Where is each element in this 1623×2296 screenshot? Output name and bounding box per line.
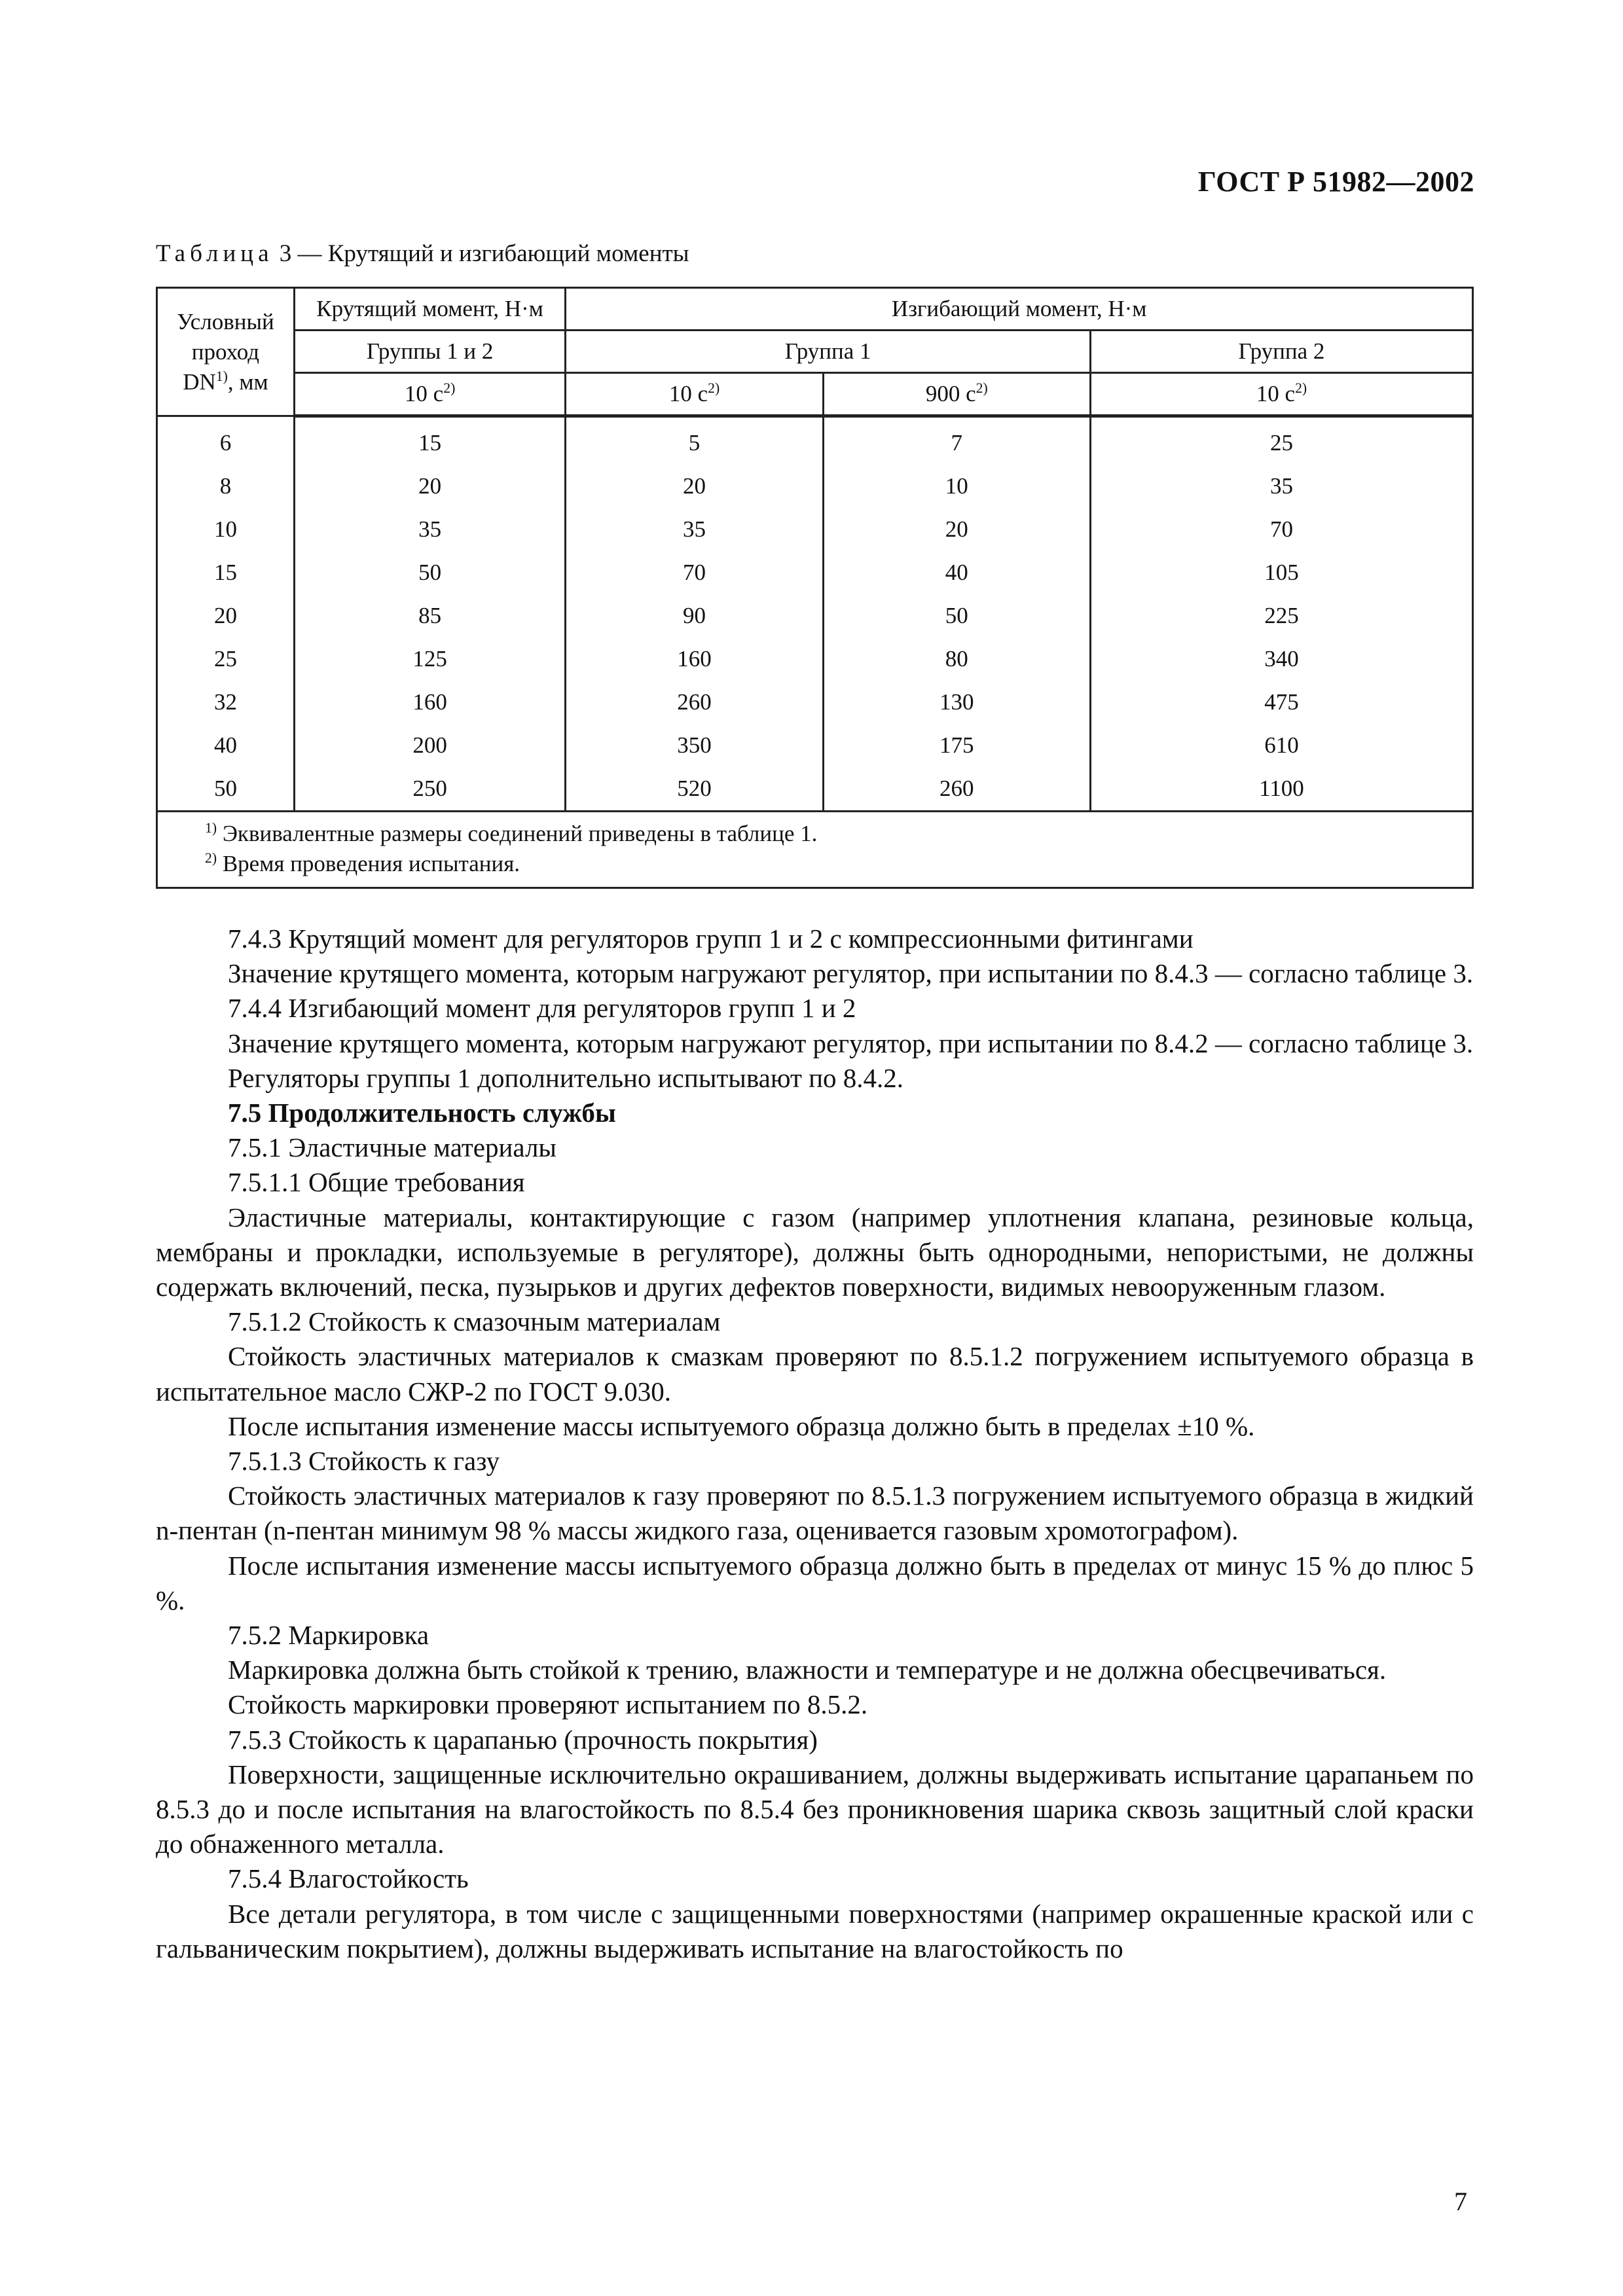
table-row bbox=[157, 637, 1473, 681]
cell-bending-g1-10s: 350 bbox=[566, 724, 823, 767]
header-time-footnote-mark: 2) bbox=[443, 380, 456, 396]
cell-dn: 25 bbox=[157, 637, 295, 681]
cell-dn: 20 bbox=[157, 594, 295, 637]
paragraph: Стойкость эластичных материалов к газу проверяют по 8.5.1.3 погружением испытуемого образца в жидкий n-пентан (n-пентан минимум 98 % массы жидкого газа, оценивается газовым хромотографом). bbox=[156, 1480, 1474, 1546]
cell-bending-g1-10s: 160 bbox=[566, 637, 823, 681]
section-heading: 7.4.3 Крутящий момент для регуляторов групп 1 и 2 с компрессионными фитингами bbox=[228, 924, 1194, 954]
header-time-footnote-mark: 2) bbox=[1295, 380, 1307, 396]
header-groups-1-2: Группы 1 и 2 bbox=[294, 331, 565, 373]
cell-torque: 125 bbox=[294, 637, 565, 681]
header-dn-footnote-mark: 1) bbox=[215, 368, 228, 384]
cell-bending-g2-10s: 475 bbox=[1090, 681, 1472, 724]
cell-bending-g1-900s: 175 bbox=[823, 724, 1090, 767]
table-row bbox=[157, 465, 1473, 508]
header-dn-unit: , мм bbox=[227, 368, 268, 395]
cell-bending-g2-10s: 105 bbox=[1090, 551, 1472, 594]
section-heading: 7.5.1.1 Общие требования bbox=[228, 1167, 525, 1198]
cell-bending-g2-10s: 35 bbox=[1090, 465, 1472, 508]
cell-dn: 6 bbox=[157, 416, 295, 465]
section-heading: 7.5.1.2 Стойкость к смазочным материалам bbox=[228, 1306, 721, 1337]
cell-bending-g1-10s: 260 bbox=[566, 681, 823, 724]
table-row bbox=[157, 416, 1473, 465]
footnote-text: Время проведения испытания. bbox=[217, 851, 520, 876]
header-group-2: Группа 2 bbox=[1090, 331, 1472, 373]
cell-bending-g1-10s: 35 bbox=[566, 508, 823, 551]
table-row bbox=[157, 724, 1473, 767]
cell-torque: 85 bbox=[294, 594, 565, 637]
header-time-10s-torque bbox=[294, 373, 565, 416]
header-time-10s-group2 bbox=[1090, 373, 1472, 416]
header-group-1: Группа 1 bbox=[566, 331, 1091, 373]
paragraph: Эластичные материалы, контактирующие с газом (например уплотнения клапана, резиновые кольца, мембраны и прокладки, используемые в регуляторе), должны быть однородными, непористыми, не должны содержать включений, песка, пузырьков и других дефектов поверхности, видимых невооруженным глазом. bbox=[156, 1202, 1474, 1302]
cell-torque: 250 bbox=[294, 767, 565, 812]
cell-bending-g2-10s: 340 bbox=[1090, 637, 1472, 681]
cell-bending-g2-10s: 610 bbox=[1090, 724, 1472, 767]
document-standard-id: ГОСТ Р 51982—2002 bbox=[1197, 166, 1474, 198]
paragraph: После испытания изменение массы испытуемого образца должно быть в пределах от минус 15 % до плюс 5 %. bbox=[156, 1550, 1474, 1615]
cell-bending-g1-10s: 90 bbox=[566, 594, 823, 637]
cell-bending-g2-10s: 225 bbox=[1090, 594, 1472, 637]
cell-dn: 15 bbox=[157, 551, 295, 594]
paragraph: Значение крутящего момента, которым нагружают регулятор, при испытании по 8.4.3 — согласно таблице 3. bbox=[228, 958, 1474, 989]
paragraph: Маркировка должна быть стойкой к трению, влажности и температуре и не должна обесцвечиваться. bbox=[228, 1655, 1387, 1685]
cell-bending-g1-900s: 7 bbox=[823, 416, 1090, 465]
table-caption-word: Таблица bbox=[156, 240, 274, 267]
table-caption bbox=[156, 240, 689, 268]
cell-bending-g1-10s: 5 bbox=[566, 416, 823, 465]
cell-torque: 15 bbox=[294, 416, 565, 465]
paragraph: Поверхности, защищенные исключительно окрашиванием, должны выдерживать испытание царапаньем по 8.5.3 до и после испытания на влагостойкость по 8.5.4 без проникновения шарика сквозь защитный слой краски до обнаженного металла. bbox=[156, 1759, 1474, 1859]
cell-torque: 20 bbox=[294, 465, 565, 508]
header-time-footnote-mark: 2) bbox=[708, 380, 720, 396]
footnote-mark: 2) bbox=[205, 850, 217, 866]
header-time-900s-group1 bbox=[823, 373, 1090, 416]
cell-bending-g1-900s: 10 bbox=[823, 465, 1090, 508]
table-footnote bbox=[205, 849, 1472, 879]
cell-dn: 8 bbox=[157, 465, 295, 508]
cell-bending-g1-10s: 70 bbox=[566, 551, 823, 594]
torque-bending-table bbox=[156, 287, 1474, 889]
table-notes-row bbox=[157, 812, 1473, 888]
table-row bbox=[157, 681, 1473, 724]
cell-bending-g1-900s: 40 bbox=[823, 551, 1090, 594]
header-time-label: 10 с bbox=[668, 381, 708, 406]
footnote-mark: 1) bbox=[205, 819, 217, 836]
paragraph: Все детали регулятора, в том числе с защищенными поверхностями (например окрашенные краской или с гальваническим покрытием), должны выдерживать испытание на влагостойкость по bbox=[156, 1898, 1474, 1964]
table-row bbox=[157, 551, 1473, 594]
paragraph: Значение крутящего момента, которым нагружают регулятор, при испытании по 8.4.2 — согласно таблице 3. bbox=[228, 1028, 1474, 1058]
cell-bending-g2-10s: 70 bbox=[1090, 508, 1472, 551]
cell-torque: 160 bbox=[294, 681, 565, 724]
section-heading: 7.5.2 Маркировка bbox=[228, 1620, 429, 1651]
cell-bending-g1-900s: 130 bbox=[823, 681, 1090, 724]
cell-dn: 32 bbox=[157, 681, 295, 724]
cell-dn: 50 bbox=[157, 767, 295, 812]
cell-bending-g1-10s: 520 bbox=[566, 767, 823, 812]
header-dn-abbrev: DN bbox=[183, 368, 216, 395]
paragraph: Стойкость маркировки проверяют испытанием по 8.5.2. bbox=[228, 1689, 868, 1720]
paragraph: После испытания изменение массы испытуемого образца должно быть в пределах ±10 %. bbox=[228, 1410, 1255, 1441]
footnote-text: Эквивалентные размеры соединений приведены в таблице 1. bbox=[217, 821, 818, 846]
section-heading: 7.4.4 Изгибающий момент для регуляторов групп 1 и 2 bbox=[228, 993, 856, 1024]
table-row bbox=[157, 508, 1473, 551]
table-row bbox=[157, 594, 1473, 637]
cell-dn: 40 bbox=[157, 724, 295, 767]
cell-bending-g1-900s: 260 bbox=[823, 767, 1090, 812]
table-caption-title: 3 — Крутящий и изгибающий моменты bbox=[273, 240, 689, 267]
header-time-10s-group1 bbox=[566, 373, 823, 416]
section-heading: 7.5.1.3 Стойкость к газу bbox=[228, 1446, 500, 1477]
page-number: 7 bbox=[1454, 2187, 1467, 2216]
cell-torque: 35 bbox=[294, 508, 565, 551]
section-heading: 7.5.3 Стойкость к царапанью (прочность покрытия) bbox=[228, 1724, 818, 1755]
section-heading: 7.5.4 Влагостойкость bbox=[228, 1863, 469, 1894]
paragraph: Регуляторы группы 1 дополнительно испытывают по 8.4.2. bbox=[228, 1062, 904, 1093]
body-text bbox=[156, 922, 1474, 1966]
header-nominal-diameter bbox=[157, 288, 295, 416]
section-heading: 7.5.1 Эластичные материалы bbox=[228, 1132, 556, 1163]
cell-dn: 10 bbox=[157, 508, 295, 551]
cell-bending-g1-900s: 80 bbox=[823, 637, 1090, 681]
cell-bending-g1-10s: 20 bbox=[566, 465, 823, 508]
cell-bending-g1-900s: 50 bbox=[823, 594, 1090, 637]
header-torque: Крутящий момент, Н·м bbox=[294, 288, 565, 331]
header-bending: Изгибающий момент, Н·м bbox=[566, 288, 1473, 331]
header-time-label: 900 с bbox=[925, 381, 976, 406]
header-time-label: 10 с bbox=[404, 381, 444, 406]
cell-torque: 50 bbox=[294, 551, 565, 594]
section-heading: 7.5 Продолжительность службы bbox=[228, 1098, 616, 1128]
cell-bending-g2-10s: 25 bbox=[1090, 416, 1472, 465]
header-time-label: 10 с bbox=[1256, 381, 1296, 406]
header-dn-line1: Условный проход bbox=[177, 308, 274, 365]
header-time-footnote-mark: 2) bbox=[976, 380, 988, 396]
cell-bending-g1-900s: 20 bbox=[823, 508, 1090, 551]
cell-bending-g2-10s: 1100 bbox=[1090, 767, 1472, 812]
table-footnote bbox=[205, 819, 1472, 849]
table-row bbox=[157, 767, 1473, 812]
cell-torque: 200 bbox=[294, 724, 565, 767]
table-notes bbox=[157, 812, 1473, 888]
paragraph: Стойкость эластичных материалов к смазкам проверяют по 8.5.1.2 погружением испытуемого образца в испытательное масло СЖР-2 по ГОСТ 9.030. bbox=[156, 1341, 1474, 1407]
